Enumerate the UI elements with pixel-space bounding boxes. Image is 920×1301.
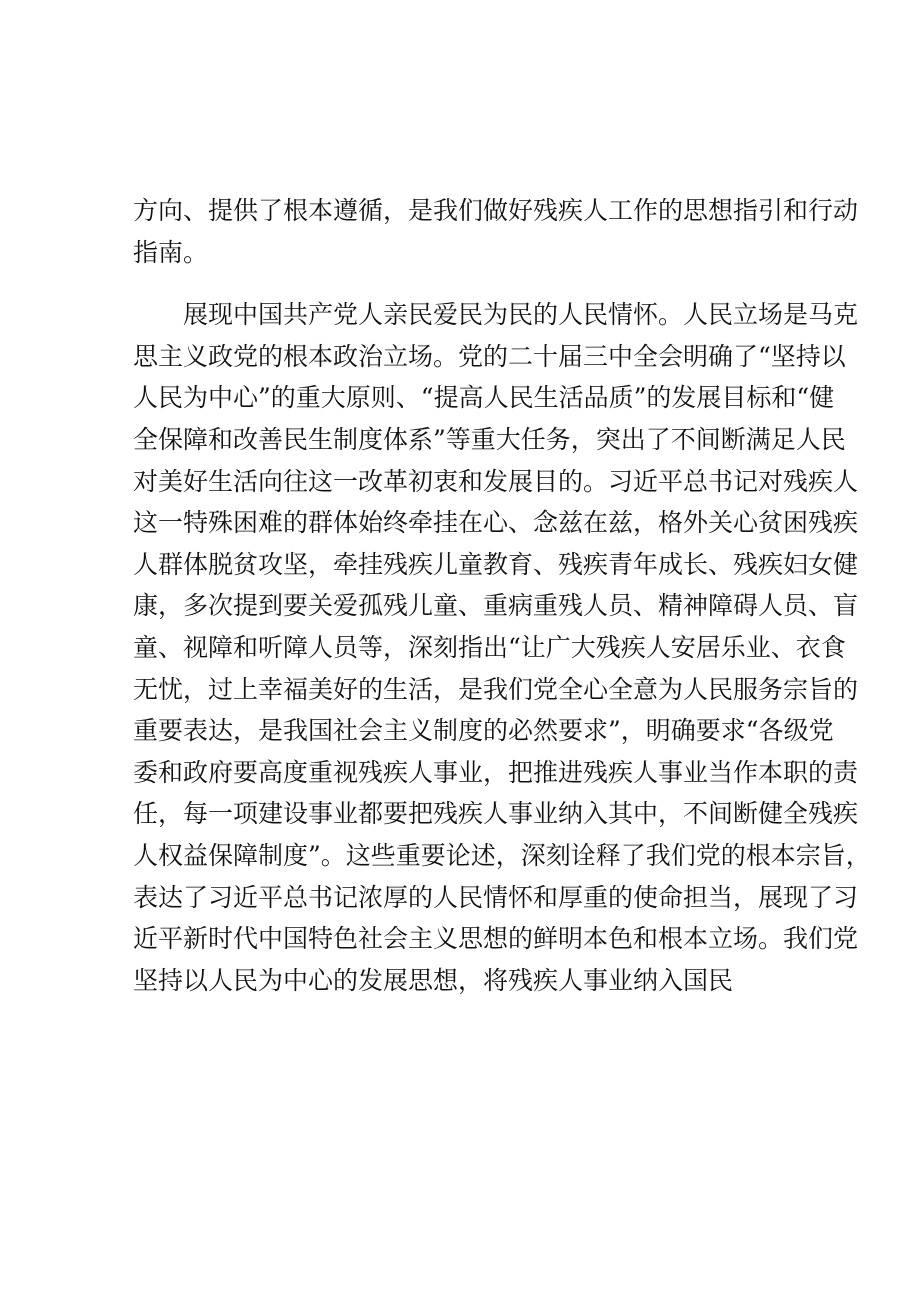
paragraph-line: 任，每一项建设事业都要把残疾人事业纳入其中，不间断健全残疾 bbox=[133, 799, 859, 829]
paragraph-line: 重要表达，是我国社会主义制度的必然要求”，明确要求“各级党 bbox=[133, 716, 834, 746]
paragraph-line: 人权益保障制度”。这些重要论述，深刻诠释了我们党的根本宗旨， bbox=[133, 840, 871, 870]
paragraph-line: 指南。 bbox=[133, 237, 209, 267]
paragraph-line: 展现中国共产党人亲民爱民为民的人民情怀。人民立场是马克 bbox=[183, 300, 859, 330]
paragraph-line: 全保障和改善民生制度体系”等重大任务，突出了不间断满足人民 bbox=[133, 424, 846, 454]
paragraph-1 bbox=[133, 190, 859, 273]
paragraph-line: 童、视障和听障人员等，深刻指出“让广大残疾人安居乐业、衣食 bbox=[133, 632, 846, 662]
paragraph-line: 这一特殊困难的群体始终牵挂在心、念兹在兹，格外关心贫困残疾 bbox=[133, 508, 859, 538]
paragraph-line: 思主义政党的根本政治立场。党的二十届三中全会明确了“坚持以 bbox=[133, 341, 846, 371]
paragraph-line: 方向、提供了根本遵循，是我们做好残疾人工作的思想指引和行动 bbox=[133, 196, 859, 225]
body-text bbox=[133, 190, 871, 1001]
paragraph-line: 近平新时代中国特色社会主义思想的鲜明本色和根本立场。我们党 bbox=[133, 924, 859, 954]
paragraph-line: 对美好生活向往这一改革初衷和发展目的。习近平总书记对残疾人 bbox=[133, 466, 859, 496]
paragraph-line: 人群体脱贫攻坚，牵挂残疾儿童教育、残疾青年成长、残疾妇女健 bbox=[133, 549, 859, 579]
paragraph-spacer bbox=[133, 273, 797, 294]
paragraph-line: 康，多次提到要关爱孤残儿童、重病重残人员、精神障碍人员、盲 bbox=[133, 591, 859, 621]
paragraph-line: 委和政府要高度重视残疾人事业，把推进残疾人事业当作本职的责 bbox=[133, 757, 859, 787]
paragraph-line: 无忧，过上幸福美好的生活，是我们党全心全意为人民服务宗旨的 bbox=[133, 674, 859, 704]
paragraph-line: 表达了习近平总书记浓厚的人民情怀和厚重的使命担当，展现了习 bbox=[133, 882, 859, 912]
paragraph-2 bbox=[133, 294, 871, 1001]
paragraph-line: 坚持以人民为中心的发展思想，将残疾人事业纳入国民 bbox=[133, 965, 734, 995]
paragraph-line: 人民为中心”的重大原则、“提高人民生活品质”的发展目标和“健 bbox=[133, 383, 835, 413]
